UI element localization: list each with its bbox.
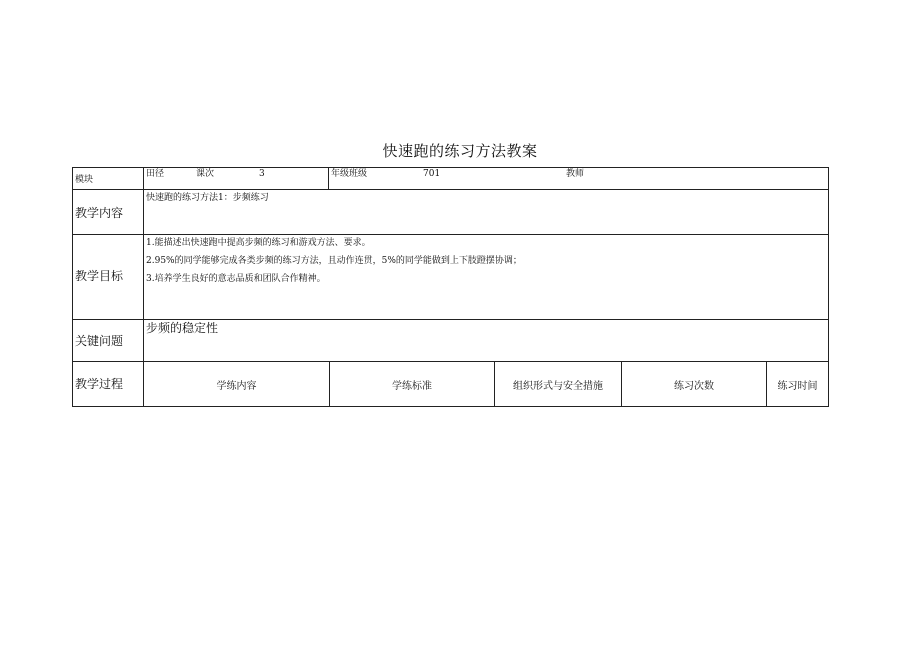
process-label-cell — [72, 361, 144, 407]
module-info-cell — [143, 167, 329, 190]
subject-value: 田径 — [146, 169, 165, 179]
content-label-cell — [72, 189, 144, 235]
module-label: 模块 — [75, 175, 94, 185]
key-text: 步频的稳定性 — [146, 321, 219, 335]
header-text: 学练内容 — [216, 380, 257, 392]
grade-value: 701 — [423, 169, 441, 179]
key-label: 关键问题 — [75, 334, 124, 348]
goal-item: 1.能描述出快速跑中提高步频的练习和游戏方法、要求。 — [146, 238, 371, 248]
lesson-value: 3 — [259, 169, 265, 179]
module-label-cell — [72, 167, 144, 190]
grade-info-cell — [328, 167, 829, 190]
header-text: 练习次数 — [674, 380, 714, 392]
goal-item: 3.培养学生良好的意志品质和团队合作精神。 — [146, 274, 326, 284]
process-label: 教学过程 — [75, 377, 124, 391]
goals-label-cell — [72, 234, 144, 320]
key-label-cell — [72, 319, 144, 362]
content-value-cell — [143, 189, 829, 235]
goal-item: 2.95%的同学能够完成各类步频的练习方法，且动作连贯，5%的同学能做到上下肢蹬摆协调； — [146, 256, 522, 266]
process-header-standard — [329, 361, 495, 407]
content-text: 快速跑的练习方法1：步频练习 — [146, 193, 269, 203]
process-header-count — [621, 361, 767, 407]
process-header-organization — [494, 361, 622, 407]
content-label: 教学内容 — [75, 206, 124, 220]
grade-label: 年级班级 — [331, 169, 368, 179]
process-header-time — [766, 361, 829, 407]
document-title: 快速跑的练习方法教案 — [382, 142, 538, 160]
process-header-practice-content — [143, 361, 330, 407]
header-text: 学练标准 — [392, 380, 432, 392]
lesson-label: 课次 — [196, 169, 215, 179]
key-value-cell — [143, 319, 829, 362]
header-text: 组织形式与安全措施 — [513, 380, 603, 392]
lesson-plan-table — [72, 167, 829, 407]
goals-label: 教学目标 — [75, 269, 124, 283]
teacher-label: 教师 — [566, 169, 585, 179]
goals-value-cell — [143, 234, 829, 320]
header-text: 练习时间 — [777, 380, 818, 392]
